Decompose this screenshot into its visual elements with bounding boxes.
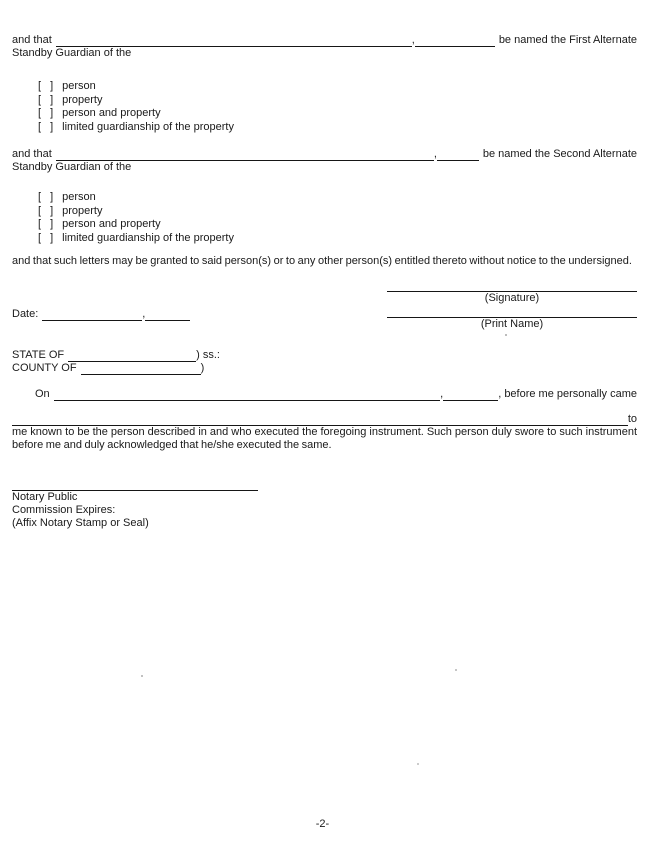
- first-alternate-line: [12, 34, 637, 47]
- signature-block: [12, 291, 637, 331]
- second-alternate-name-blank-2[interactable]: [437, 148, 479, 161]
- date-blank[interactable]: [42, 308, 142, 321]
- checkbox-close-bracket: ]: [50, 93, 54, 106]
- checkbox-open-bracket: [: [38, 80, 42, 92]
- second-alternate-section: [12, 148, 637, 245]
- second-alternate-options: [38, 191, 637, 245]
- comma: ,: [411, 34, 415, 46]
- checkbox-close-bracket: ]: [50, 120, 54, 133]
- checkbox[interactable]: [38, 94, 53, 108]
- date-label: Date:: [12, 308, 39, 320]
- first-alternate-suffix: be named the First Alternate: [498, 34, 637, 46]
- first-alternate-prefix: and that: [12, 34, 52, 46]
- person-name-blank[interactable]: [12, 413, 628, 426]
- second-alternate-suffix: be named the Second Alternate: [482, 148, 637, 160]
- checkbox-option-person[interactable]: [38, 191, 637, 205]
- first-alternate-name-blank-2[interactable]: [415, 34, 495, 47]
- checkbox-open-bracket: [: [38, 120, 42, 133]
- to-word: to: [627, 413, 637, 425]
- county-label: COUNTY OF: [12, 362, 77, 374]
- checkbox-open-bracket: [: [38, 231, 42, 244]
- scan-speck: [141, 675, 143, 677]
- checkbox-open-bracket: [: [38, 204, 42, 217]
- state-label: STATE OF: [12, 349, 65, 361]
- on-date-blank[interactable]: [54, 388, 440, 401]
- checkbox-label: person: [62, 191, 96, 203]
- second-alternate-line: [12, 148, 637, 161]
- on-label: On: [35, 388, 50, 400]
- checkbox-label: person: [62, 80, 96, 92]
- checkbox-option-property[interactable]: [38, 205, 637, 219]
- checkbox-label: person and property: [62, 218, 161, 230]
- page-number: -2-: [315, 818, 330, 830]
- venue-section: [12, 349, 637, 375]
- state-close: ) ss.:: [196, 349, 220, 361]
- commission-expires-label: Commission Expires:: [12, 504, 116, 516]
- checkbox-option-limited-guardianship[interactable]: [38, 232, 637, 246]
- checkbox[interactable]: [38, 205, 53, 219]
- county-line: [12, 362, 637, 375]
- first-alternate-section: [12, 34, 637, 134]
- checkbox-close-bracket: ]: [50, 204, 54, 217]
- checkbox-label: limited guardianship of the property: [62, 231, 234, 244]
- county-blank[interactable]: [81, 362, 201, 375]
- first-alternate-options: [38, 80, 637, 134]
- checkbox-label: person and property: [62, 107, 161, 119]
- checkbox[interactable]: [38, 218, 53, 232]
- checkbox-option-limited-guardianship[interactable]: [38, 121, 637, 135]
- date-section: [12, 291, 387, 331]
- checkbox[interactable]: [38, 121, 53, 135]
- letters-clause: and that such letters may be granted to said person(s) or to any other person(s) entitled thereto without notice to the undersigned.: [12, 255, 632, 267]
- first-alternate-name-blank[interactable]: [56, 34, 412, 47]
- checkbox-option-person-and-property[interactable]: [38, 218, 637, 232]
- comma: ,: [142, 308, 146, 320]
- checkbox-close-bracket: ]: [50, 191, 54, 203]
- notary-block: [12, 490, 637, 530]
- checkbox-open-bracket: [: [38, 191, 42, 203]
- checkbox-label: limited guardianship of the property: [62, 120, 234, 133]
- checkbox-open-bracket: [: [38, 93, 42, 106]
- second-alternate-prefix: and that: [12, 148, 52, 160]
- checkbox-option-property[interactable]: [38, 94, 637, 108]
- print-name-caption: (Print Name): [480, 318, 544, 330]
- scan-speck: [455, 669, 457, 671]
- state-blank[interactable]: [68, 349, 196, 362]
- date-line: [12, 308, 227, 321]
- checkbox-label: property: [62, 93, 103, 106]
- checkbox-open-bracket: [: [38, 107, 42, 119]
- acknowledgment-text: me known to be the person described in and who executed the foregoing instrument. Such person duly swore to such instrument before me and duly acknowledged that he/she executed the same.: [12, 426, 637, 451]
- checkbox-close-bracket: ]: [50, 107, 54, 119]
- checkbox[interactable]: [38, 191, 53, 205]
- checkbox-option-person[interactable]: [38, 80, 637, 94]
- scan-speck: [417, 763, 419, 765]
- checkbox-option-person-and-property[interactable]: [38, 107, 637, 121]
- affix-stamp-label: (Affix Notary Stamp or Seal): [12, 517, 149, 529]
- to-line: [12, 413, 637, 426]
- on-line: [35, 388, 637, 401]
- checkbox-open-bracket: [: [38, 218, 42, 230]
- comma: ,: [433, 148, 437, 160]
- scan-speck: [505, 334, 507, 336]
- on-year-blank[interactable]: [443, 388, 498, 401]
- county-close: ): [200, 362, 205, 374]
- state-line: [12, 349, 637, 362]
- checkbox[interactable]: [38, 232, 53, 246]
- checkbox-close-bracket: ]: [50, 80, 54, 92]
- checkbox-close-bracket: ]: [50, 218, 54, 230]
- checkbox-close-bracket: ]: [50, 231, 54, 244]
- notary-public-label: Notary Public: [12, 491, 78, 503]
- date-year-blank[interactable]: [145, 308, 190, 321]
- before-me-text: , before me personally came: [498, 388, 637, 400]
- second-alternate-continuation: Standby Guardian of the: [12, 161, 132, 173]
- first-alternate-continuation: Standby Guardian of the: [12, 47, 132, 59]
- signature-caption: (Signature): [484, 292, 540, 304]
- signature-column: [387, 291, 637, 331]
- checkbox-label: property: [62, 204, 103, 217]
- checkbox[interactable]: [38, 107, 53, 121]
- checkbox[interactable]: [38, 80, 53, 94]
- second-alternate-name-blank[interactable]: [56, 148, 434, 161]
- spacer: [387, 305, 637, 317]
- comma: ,: [440, 388, 444, 400]
